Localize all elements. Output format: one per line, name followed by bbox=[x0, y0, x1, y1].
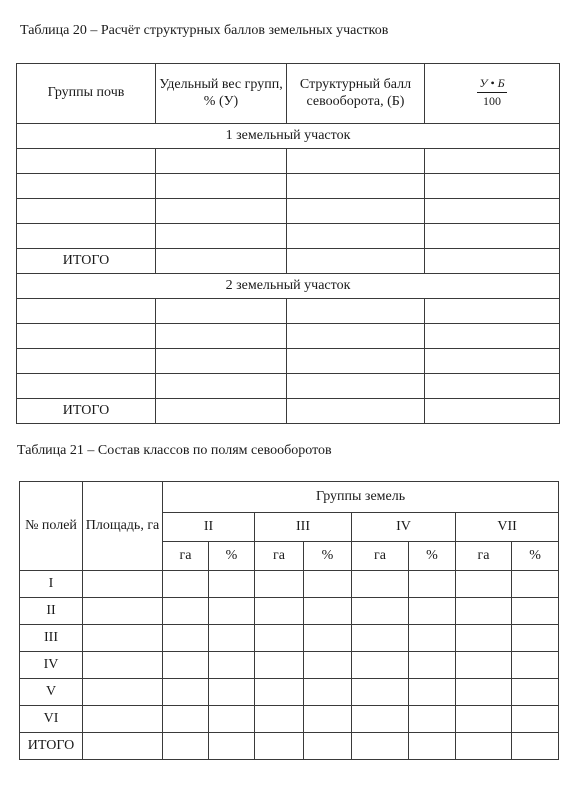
header-group-iii: III bbox=[255, 513, 352, 542]
header-formula bbox=[425, 64, 560, 124]
table-cell[interactable] bbox=[255, 733, 304, 760]
table-row bbox=[17, 199, 560, 224]
table-cell[interactable] bbox=[156, 374, 287, 399]
table-cell[interactable] bbox=[156, 399, 287, 424]
section-title: 1 земельный участок bbox=[17, 124, 560, 149]
table-row bbox=[17, 224, 560, 249]
table-20-caption: Таблица 20 – Расчёт структурных баллов земельных участков bbox=[20, 23, 389, 38]
table-cell[interactable] bbox=[352, 625, 409, 652]
table-cell[interactable] bbox=[512, 733, 559, 760]
table-cell[interactable] bbox=[352, 652, 409, 679]
table-row bbox=[20, 625, 559, 652]
table-cell[interactable] bbox=[287, 224, 425, 249]
table-cell[interactable] bbox=[409, 571, 456, 598]
table-cell[interactable] bbox=[156, 249, 287, 274]
table-cell[interactable] bbox=[304, 679, 352, 706]
formula-denominator: 100 bbox=[482, 93, 501, 108]
table-row bbox=[20, 598, 559, 625]
table-cell[interactable] bbox=[512, 625, 559, 652]
table-cell[interactable] bbox=[352, 571, 409, 598]
table-row bbox=[20, 679, 559, 706]
table-cell[interactable] bbox=[156, 149, 287, 174]
table-cell[interactable] bbox=[17, 174, 156, 199]
table-cell[interactable] bbox=[209, 571, 255, 598]
header-unit-ha: га bbox=[456, 542, 512, 571]
table-cell[interactable] bbox=[425, 174, 560, 199]
table-cell[interactable] bbox=[17, 224, 156, 249]
table-cell[interactable] bbox=[17, 149, 156, 174]
table-cell[interactable] bbox=[83, 598, 163, 625]
table-cell[interactable] bbox=[409, 706, 456, 733]
header-unit-ha: га bbox=[352, 542, 409, 571]
table-cell[interactable] bbox=[456, 625, 512, 652]
field-label: ИТОГО bbox=[20, 733, 83, 760]
formula-numerator: У • Б bbox=[477, 77, 506, 93]
table-cell[interactable] bbox=[83, 625, 163, 652]
table-cell[interactable] bbox=[512, 679, 559, 706]
header-group-iv: IV bbox=[352, 513, 456, 542]
table-cell[interactable] bbox=[456, 733, 512, 760]
table-cell[interactable] bbox=[512, 652, 559, 679]
table-cell[interactable] bbox=[352, 733, 409, 760]
field-label: IV bbox=[20, 652, 83, 679]
table-cell[interactable] bbox=[287, 349, 425, 374]
table-row bbox=[17, 349, 560, 374]
table-cell[interactable] bbox=[425, 324, 560, 349]
header-unit-pct: % bbox=[512, 542, 559, 571]
total-row bbox=[17, 249, 560, 274]
table-cell[interactable] bbox=[209, 679, 255, 706]
header-group-ii: II bbox=[163, 513, 255, 542]
table-cell[interactable] bbox=[409, 625, 456, 652]
structural-scores-table bbox=[16, 63, 560, 424]
table-cell[interactable] bbox=[209, 652, 255, 679]
header-area: Площадь, га bbox=[83, 482, 163, 571]
table-cell[interactable] bbox=[209, 625, 255, 652]
table-row bbox=[17, 174, 560, 199]
header-unit-ha: га bbox=[255, 542, 304, 571]
table-cell[interactable] bbox=[163, 598, 209, 625]
table-cell[interactable] bbox=[512, 706, 559, 733]
table-cell[interactable] bbox=[456, 571, 512, 598]
table-cell[interactable] bbox=[287, 324, 425, 349]
table-cell[interactable] bbox=[255, 679, 304, 706]
table-cell[interactable] bbox=[17, 349, 156, 374]
table-cell[interactable] bbox=[425, 374, 560, 399]
field-label: V bbox=[20, 679, 83, 706]
table-cell[interactable] bbox=[83, 733, 163, 760]
table-cell[interactable] bbox=[209, 706, 255, 733]
table-cell[interactable] bbox=[425, 224, 560, 249]
table-cell[interactable] bbox=[17, 299, 156, 324]
table-cell[interactable] bbox=[512, 598, 559, 625]
table-cell[interactable] bbox=[409, 598, 456, 625]
table-cell[interactable] bbox=[163, 571, 209, 598]
table-cell[interactable] bbox=[425, 249, 560, 274]
land-classes-table bbox=[19, 481, 559, 760]
table-cell[interactable] bbox=[156, 349, 287, 374]
field-label: VI bbox=[20, 706, 83, 733]
table-cell[interactable] bbox=[304, 652, 352, 679]
table-cell[interactable] bbox=[255, 598, 304, 625]
land-classes-body bbox=[20, 571, 559, 760]
table-cell[interactable] bbox=[209, 598, 255, 625]
header-field-no: № полей bbox=[20, 482, 83, 571]
total-label: ИТОГО bbox=[17, 399, 156, 424]
table-cell[interactable] bbox=[163, 625, 209, 652]
table-cell[interactable] bbox=[209, 733, 255, 760]
table-row bbox=[17, 149, 560, 174]
table-cell[interactable] bbox=[83, 706, 163, 733]
header-soil-groups: Группы почв bbox=[17, 64, 156, 124]
table-cell[interactable] bbox=[287, 299, 425, 324]
table-cell[interactable] bbox=[255, 625, 304, 652]
table-cell[interactable] bbox=[512, 571, 559, 598]
table-cell[interactable] bbox=[163, 652, 209, 679]
table-cell[interactable] bbox=[255, 652, 304, 679]
table-cell[interactable] bbox=[304, 733, 352, 760]
table-cell[interactable] bbox=[156, 199, 287, 224]
table-row bbox=[17, 324, 560, 349]
table-cell[interactable] bbox=[304, 706, 352, 733]
table-row bbox=[20, 706, 559, 733]
table-cell[interactable] bbox=[425, 349, 560, 374]
table-cell[interactable] bbox=[287, 374, 425, 399]
table-cell[interactable] bbox=[304, 625, 352, 652]
header-group-vii: VII bbox=[456, 513, 559, 542]
table-cell[interactable] bbox=[83, 652, 163, 679]
table-cell[interactable] bbox=[456, 706, 512, 733]
table-cell[interactable] bbox=[163, 679, 209, 706]
table-cell[interactable] bbox=[83, 571, 163, 598]
table-cell[interactable] bbox=[156, 224, 287, 249]
total-row bbox=[17, 399, 560, 424]
table-cell[interactable] bbox=[456, 598, 512, 625]
total-label: ИТОГО bbox=[17, 249, 156, 274]
table-cell[interactable] bbox=[163, 733, 209, 760]
table-cell[interactable] bbox=[156, 174, 287, 199]
table-row bbox=[17, 374, 560, 399]
table-cell[interactable] bbox=[352, 706, 409, 733]
header-unit-ha: га bbox=[163, 542, 209, 571]
header-structural-score: Структурный балл севооборота, (Б) bbox=[287, 64, 425, 124]
table-cell[interactable] bbox=[409, 679, 456, 706]
table-cell[interactable] bbox=[156, 299, 287, 324]
table-cell[interactable] bbox=[425, 399, 560, 424]
table-cell[interactable] bbox=[304, 571, 352, 598]
header-unit-pct: % bbox=[304, 542, 352, 571]
table-cell[interactable] bbox=[425, 199, 560, 224]
table-cell[interactable] bbox=[409, 652, 456, 679]
table-cell[interactable] bbox=[287, 174, 425, 199]
table-cell[interactable] bbox=[304, 598, 352, 625]
table-cell[interactable] bbox=[352, 679, 409, 706]
table-cell[interactable] bbox=[425, 149, 560, 174]
section-title: 2 земельный участок bbox=[17, 274, 560, 299]
table-cell[interactable] bbox=[425, 299, 560, 324]
header-specific-weight: Удельный вес групп, % (У) bbox=[156, 64, 287, 124]
formula-fraction bbox=[477, 77, 506, 109]
header-unit-pct: % bbox=[409, 542, 456, 571]
table-cell[interactable] bbox=[287, 249, 425, 274]
table-cell[interactable] bbox=[255, 706, 304, 733]
table-21-caption: Таблица 21 – Состав классов по полям севооборотов bbox=[17, 443, 332, 458]
table-cell[interactable] bbox=[156, 324, 287, 349]
table-row bbox=[17, 299, 560, 324]
header-land-groups: Группы земель bbox=[163, 482, 559, 513]
field-label: III bbox=[20, 625, 83, 652]
table-cell[interactable] bbox=[409, 733, 456, 760]
table-cell[interactable] bbox=[456, 652, 512, 679]
field-label: II bbox=[20, 598, 83, 625]
header-unit-pct: % bbox=[209, 542, 255, 571]
table-cell[interactable] bbox=[287, 199, 425, 224]
table-cell[interactable] bbox=[456, 679, 512, 706]
table-row bbox=[20, 571, 559, 598]
field-label: I bbox=[20, 571, 83, 598]
table-row bbox=[20, 652, 559, 679]
table-cell[interactable] bbox=[163, 706, 209, 733]
table-cell[interactable] bbox=[352, 598, 409, 625]
table-cell[interactable] bbox=[83, 679, 163, 706]
table-cell[interactable] bbox=[17, 374, 156, 399]
table-cell[interactable] bbox=[17, 324, 156, 349]
table-cell[interactable] bbox=[255, 571, 304, 598]
table-cell[interactable] bbox=[17, 199, 156, 224]
table-cell[interactable] bbox=[287, 149, 425, 174]
table-cell[interactable] bbox=[287, 399, 425, 424]
total-row bbox=[20, 733, 559, 760]
